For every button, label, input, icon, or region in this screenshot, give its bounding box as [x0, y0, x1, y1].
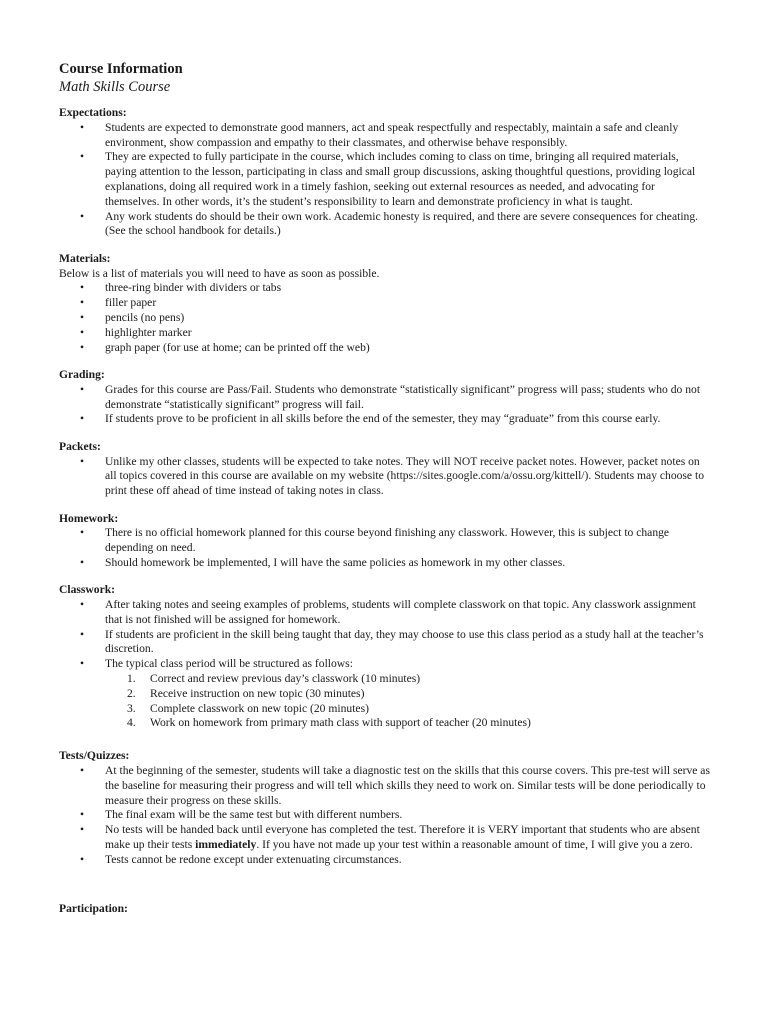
- step-text: Receive instruction on new topic (30 minutes): [150, 686, 365, 700]
- step-item: [59, 672, 710, 687]
- expectations-section: [59, 106, 710, 239]
- materials-section: [59, 252, 710, 356]
- materials-intro: Below is a list of materials you will need to have as soon as possible.: [59, 266, 380, 280]
- expectations-list: [59, 121, 710, 239]
- list-item: • Unlike my other classes, students will be expected to take notes. They will NOT receive packet notes. However, packet notes on all topics covered in this course are available on my website (https://sites.google.com/a/ossu.org/kittell/). Students may choose to print these off ahead of time instead of taking notes in class.: [59, 455, 710, 499]
- list-item: • The final exam will be the same test but with different numbers.: [59, 808, 710, 823]
- grading-section: [59, 368, 710, 427]
- step-item: [59, 687, 710, 702]
- list-item: • The typical class period will be structured as follows:: [59, 657, 710, 672]
- list-item: • They are expected to fully participate in the course, which includes coming to class on time, bringing all required materials, paying attention to the lesson, participating in class and small group discussions, asking thoughtful questions, providing logical explanations, doing all required work in a timely fashion, seeking out external resources as needed, and advocating for themselves. In other words, it’s the student’s responsibility to learn and demonstrate proficiency in what is taught.: [59, 150, 710, 209]
- step-text: Correct and review previous day’s classwork (10 minutes): [150, 672, 421, 686]
- class-period-steps: [59, 672, 710, 731]
- step-number: 3.: [127, 701, 136, 715]
- tests-heading: Tests/Quizzes:: [59, 749, 130, 763]
- list-item: • Grades for this course are Pass/Fail. Students who demonstrate “statistically significant” progress will pass; students who do not demonstrate “statistically significant” progress will fail.: [59, 383, 710, 413]
- materials-heading: Materials:: [59, 251, 111, 265]
- materials-list: [59, 281, 710, 355]
- participation-heading: Participation:: [59, 901, 128, 915]
- step-item: [59, 716, 710, 731]
- classwork-section: [59, 583, 710, 731]
- page-title: Course Information: [59, 61, 183, 77]
- grading-heading: Grading:: [59, 367, 105, 381]
- participation-section: [59, 902, 710, 917]
- absent-text-after: . If you have not made up your test within a reasonable amount of time, I will give you a zero.: [256, 838, 693, 852]
- step-text: Work on homework from primary math class with support of teacher (20 minutes): [150, 716, 531, 730]
- classwork-heading: Classwork:: [59, 583, 116, 597]
- list-item: • pencils (no pens): [59, 311, 710, 326]
- homework-heading: Homework:: [59, 511, 119, 525]
- page-subtitle: Math Skills Course: [59, 79, 171, 95]
- grading-list: [59, 383, 710, 427]
- list-item: • three-ring binder with dividers or tabs: [59, 281, 710, 296]
- absent-text-emphasis: immediately: [195, 838, 257, 852]
- list-item: • If students prove to be proficient in all skills before the end of the semester, they may “graduate” from this course early.: [59, 412, 710, 427]
- packets-heading: Packets:: [59, 439, 101, 453]
- list-item: • Tests cannot be redone except under extenuating circumstances.: [59, 853, 710, 868]
- list-item: • There is no official homework planned for this course beyond finishing any classwork. However, this is subject to change depending on need.: [59, 526, 710, 556]
- packets-list: [59, 455, 710, 499]
- list-item: • If students are proficient in the skill being taught that day, they may choose to use this class period as a study hall at the teacher’s discretion.: [59, 628, 710, 658]
- list-item: • At the beginning of the semester, students will take a diagnostic test on the skills that this course covers. This pre-test will serve as the baseline for measuring their progress and will tell which skills they need to work on. Similar tests will be done periodically to measure their progress on these skills.: [59, 764, 710, 808]
- list-item: • Should homework be implemented, I will have the same policies as homework in my other classes.: [59, 556, 710, 571]
- list-item: [59, 823, 710, 853]
- packets-section: [59, 440, 710, 499]
- tests-section: [59, 749, 710, 867]
- list-item: • filler paper: [59, 296, 710, 311]
- step-item: [59, 702, 710, 717]
- list-item: • Any work students do should be their own work. Academic honesty is required, and there are severe consequences for cheating. (See the school handbook for details.): [59, 210, 710, 240]
- list-item: • graph paper (for use at home; can be printed off the web): [59, 341, 710, 356]
- expectations-heading: Expectations:: [59, 106, 127, 119]
- step-number: 2.: [127, 686, 136, 700]
- list-item: • After taking notes and seeing examples of problems, students will complete classwork on that topic. Any classwork assignment that is not finished will be assigned for homework.: [59, 598, 710, 628]
- homework-section: [59, 512, 710, 571]
- step-text: Complete classwork on new topic (20 minutes): [150, 701, 369, 715]
- step-number: 4.: [127, 716, 136, 730]
- step-number: 1.: [127, 672, 136, 686]
- list-item: • Students are expected to demonstrate good manners, act and speak respectfully and respectably, maintain a safe and cleanly environment, show compassion and empathy to their classmates, and otherwise behave responsibly.: [59, 121, 710, 151]
- classwork-list: [59, 598, 710, 672]
- homework-list: [59, 526, 710, 570]
- tests-list: [59, 764, 710, 868]
- absent-text-before: No tests will be handed back until everyone has completed the test. Therefore it is VERY important that students who are absent make up their tests: [105, 823, 700, 852]
- list-item: • highlighter marker: [59, 326, 710, 341]
